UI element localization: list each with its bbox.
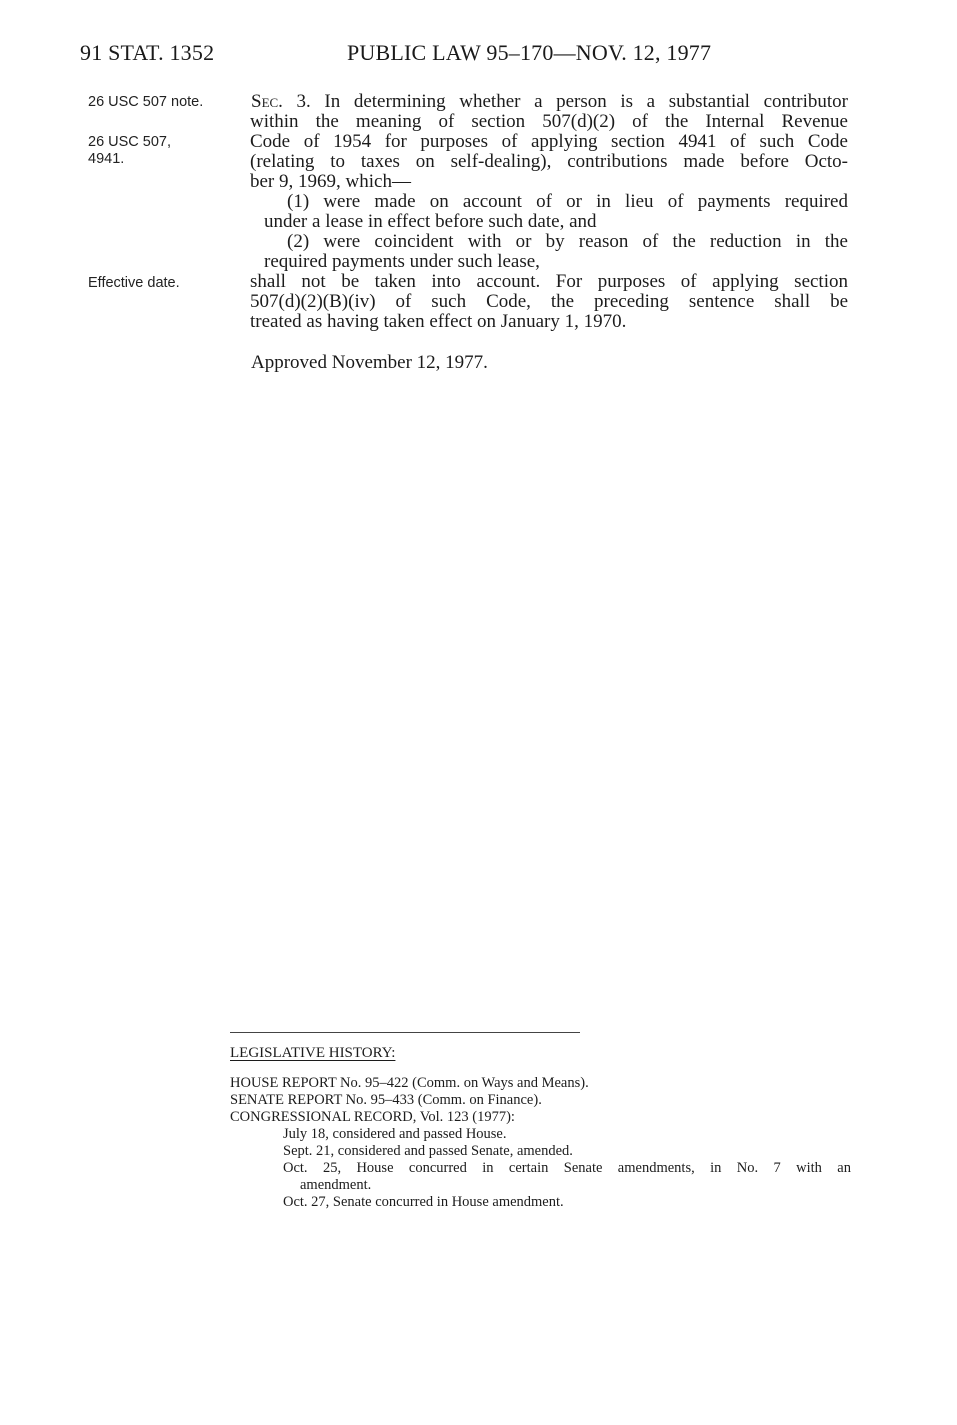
paragraph-1-line-2: under a lease in effect before such date, and <box>264 211 597 232</box>
legislative-history-title: LEGISLATIVE HISTORY: <box>230 1045 396 1061</box>
law-title: PUBLIC LAW 95–170—NOV. 12, 1977 <box>347 40 712 65</box>
margin-note-usc-507-note: 26 USC 507 note. <box>88 94 204 110</box>
paragraph-2-line-1: (2) were coincident with or by reason of the reduction in the <box>287 231 848 252</box>
house-report-line: HOUSE REPORT No. 95–422 (Comm. on Ways and Means). <box>230 1075 589 1091</box>
stat-page-number: 91 STAT. 1352 <box>80 40 215 65</box>
senate-report-line: SENATE REPORT No. 95–433 (Comm. on Finance). <box>230 1092 542 1108</box>
divider-rule <box>230 1032 580 1033</box>
section-line-2: within the meaning of section 507(d)(2) of the Internal Revenue <box>250 111 848 132</box>
record-entry: Oct. 25, House concurred in certain Senate amendments, in No. 7 with an <box>283 1160 851 1176</box>
section-line-10: shall not be taken into account. For purposes of applying section <box>250 271 848 292</box>
record-entry: Oct. 27, Senate concurred in House amendment. <box>283 1194 564 1210</box>
record-entry: Sept. 21, considered and passed Senate, amended. <box>283 1143 573 1159</box>
approval-date: Approved November 12, 1977. <box>251 352 488 373</box>
record-entry-continuation: amendment. <box>300 1177 372 1193</box>
section-line-4: (relating to taxes on self-dealing), contributions made before Octo- <box>250 151 848 172</box>
section-line-11: 507(d)(2)(B)(iv) of such Code, the preceding sentence shall be <box>250 291 848 312</box>
margin-note-4941: 4941. <box>88 151 125 167</box>
section-line-3: Code of 1954 for purposes of applying section 4941 of such Code <box>250 131 848 152</box>
margin-note-usc-507: 26 USC 507, <box>88 134 172 150</box>
section-label: Sec. 3. <box>251 91 311 112</box>
record-entry: July 18, considered and passed House. <box>283 1126 507 1142</box>
margin-note-effective-date: Effective date. <box>88 275 180 291</box>
section-line-1: Sec. 3. In determining whether a person is a substantial contributor <box>251 91 848 112</box>
paragraph-2-line-2: required payments under such lease, <box>264 251 540 272</box>
section-line-5: ber 9, 1969, which— <box>250 171 411 192</box>
paragraph-1-line-1: (1) were made on account of or in lieu of payments required <box>287 191 848 212</box>
congressional-record-line: CONGRESSIONAL RECORD, Vol. 123 (1977): <box>230 1109 515 1125</box>
section-line-12: treated as having taken effect on January 1, 1970. <box>250 311 627 332</box>
